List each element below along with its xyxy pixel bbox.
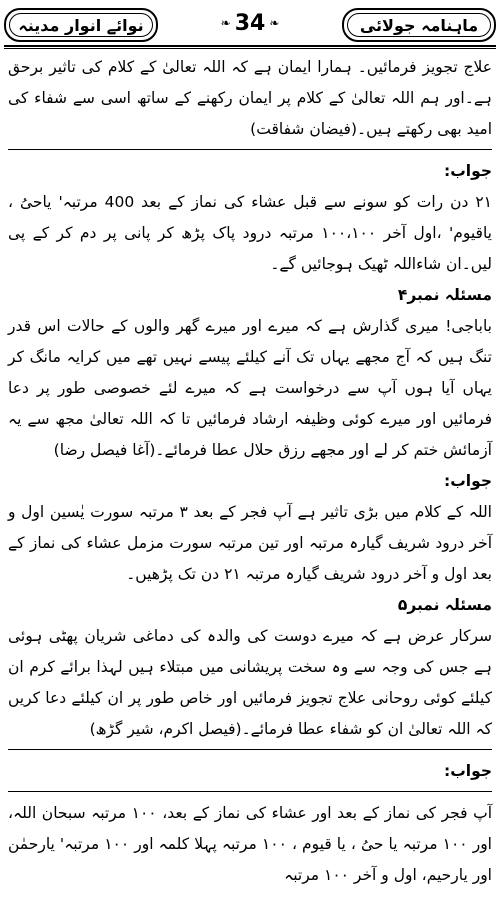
magazine-title-box <box>4 8 158 42</box>
ornament-left-icon: ❧ <box>220 16 231 30</box>
question-label: مسئلہ نمبر۵ <box>397 596 492 614</box>
ornament-right-icon: ❧ <box>269 16 280 30</box>
page-number: 34 <box>234 10 266 36</box>
page-header <box>4 4 496 44</box>
issue-title: ماہنامہ جولائی <box>359 15 479 35</box>
paragraph: آپ فجر کی نماز کے بعد اور عشاء کی نماز کے بعد، ۱۰۰ مرتبہ سبحان اللہ، اور ۱۰۰ مرتبہ یا حیُ ، یا قیوم ، ۱۰۰ مرتبہ پہلا کلمہ اور ۱۰۰ مرتبہ' یارحمٰن اور یارحیم، اول و آخر ۱۰۰ مرتبہ <box>8 804 492 884</box>
issue-title-box <box>342 8 496 42</box>
answer-label: جواب: <box>444 162 492 180</box>
question-label: مسئلہ نمبر۴ <box>397 286 492 304</box>
page-number-block <box>210 8 290 38</box>
paragraph: اللہ کے کلام میں بڑی تاثیر ہے آپ فجر کے بعد ۳ مرتبہ سورت یٰسین اول و آخر درود شریف گیارہ مرتبہ اور تین مرتبہ سورت مزمل عشاء کی نماز کے بعد اول و آخر درود شریف گیارہ مرتبہ ۲۱ دن تک پڑھیں۔ <box>8 503 492 583</box>
answer-label: جواب: <box>444 762 492 780</box>
divider <box>8 791 492 792</box>
paragraph: باباجی! میری گذارش ہے کہ میرے اور میرے گھر والوں کے حالات اس قدر تنگ ہیں کہ آج مجھے یہاں تک آنے کیلئے پیسے نہیں تھے میں کرایہ مانگ کر یہاں آیا ہوں آپ سے درخواست ہے کہ میرے لئے خصوصی طور پر دعا فرمائیں اور میرے کوئی وظیفہ ارشاد فرمائیں تا کہ اللہ تعالیٰ مجھ سے یہ آزمائش ختم کر لے اور مجھے رزق حلال عطا فرمائے۔(آغا فیصل رضا) <box>8 317 492 459</box>
header-rule <box>4 45 496 47</box>
paragraph: ۲۱ دن رات کو سونے سے قبل عشاء کی نماز کے بعد 400 مرتبہ' یاحیُ ، یاقیوم' ،اول آخر ۱۰۰،۱۰۰ مرتبہ درود پاک پڑھ کر پانی پر دم کر کے پی لیں۔ان شاءاللہ ٹھیک ہوجائیں گے۔ <box>8 193 492 273</box>
paragraph: سرکار عرض ہے کہ میرے دوست کی والدہ کی دماغی شریان پھٹی ہوئی ہے جس کی وجہ سے وہ سخت پریشانی میں مبتلاء ہیں لہذا برائے کرم ان کیلئے کوئی روحانی علاج تجویز فرمائیں اور خاص طور پر ان کیلئے دعا کریں کہ اللہ تعالیٰ ان کو شفاء عطا فرمائے۔(فیصل اکرم، شیر گڑھ) <box>8 627 492 738</box>
answer-label: جواب: <box>444 472 492 490</box>
paragraph: علاج تجویز فرمائیں۔ ہمارا ایمان ہے کہ اللہ تعالیٰ کے کلام کی تاثیر برحق ہے۔اور ہم اللہ تعالیٰ کے کلام پر ایمان رکھنے کے ساتھ اسی سے شفاء کی امید بھی رکھتے ہیں۔(فیضان شفاقت) <box>8 58 492 138</box>
header-rule-thin <box>4 48 496 49</box>
divider <box>8 149 492 150</box>
magazine-title: نوائے انوار مدینہ <box>18 15 144 35</box>
divider <box>8 749 492 750</box>
article-body <box>8 52 492 904</box>
